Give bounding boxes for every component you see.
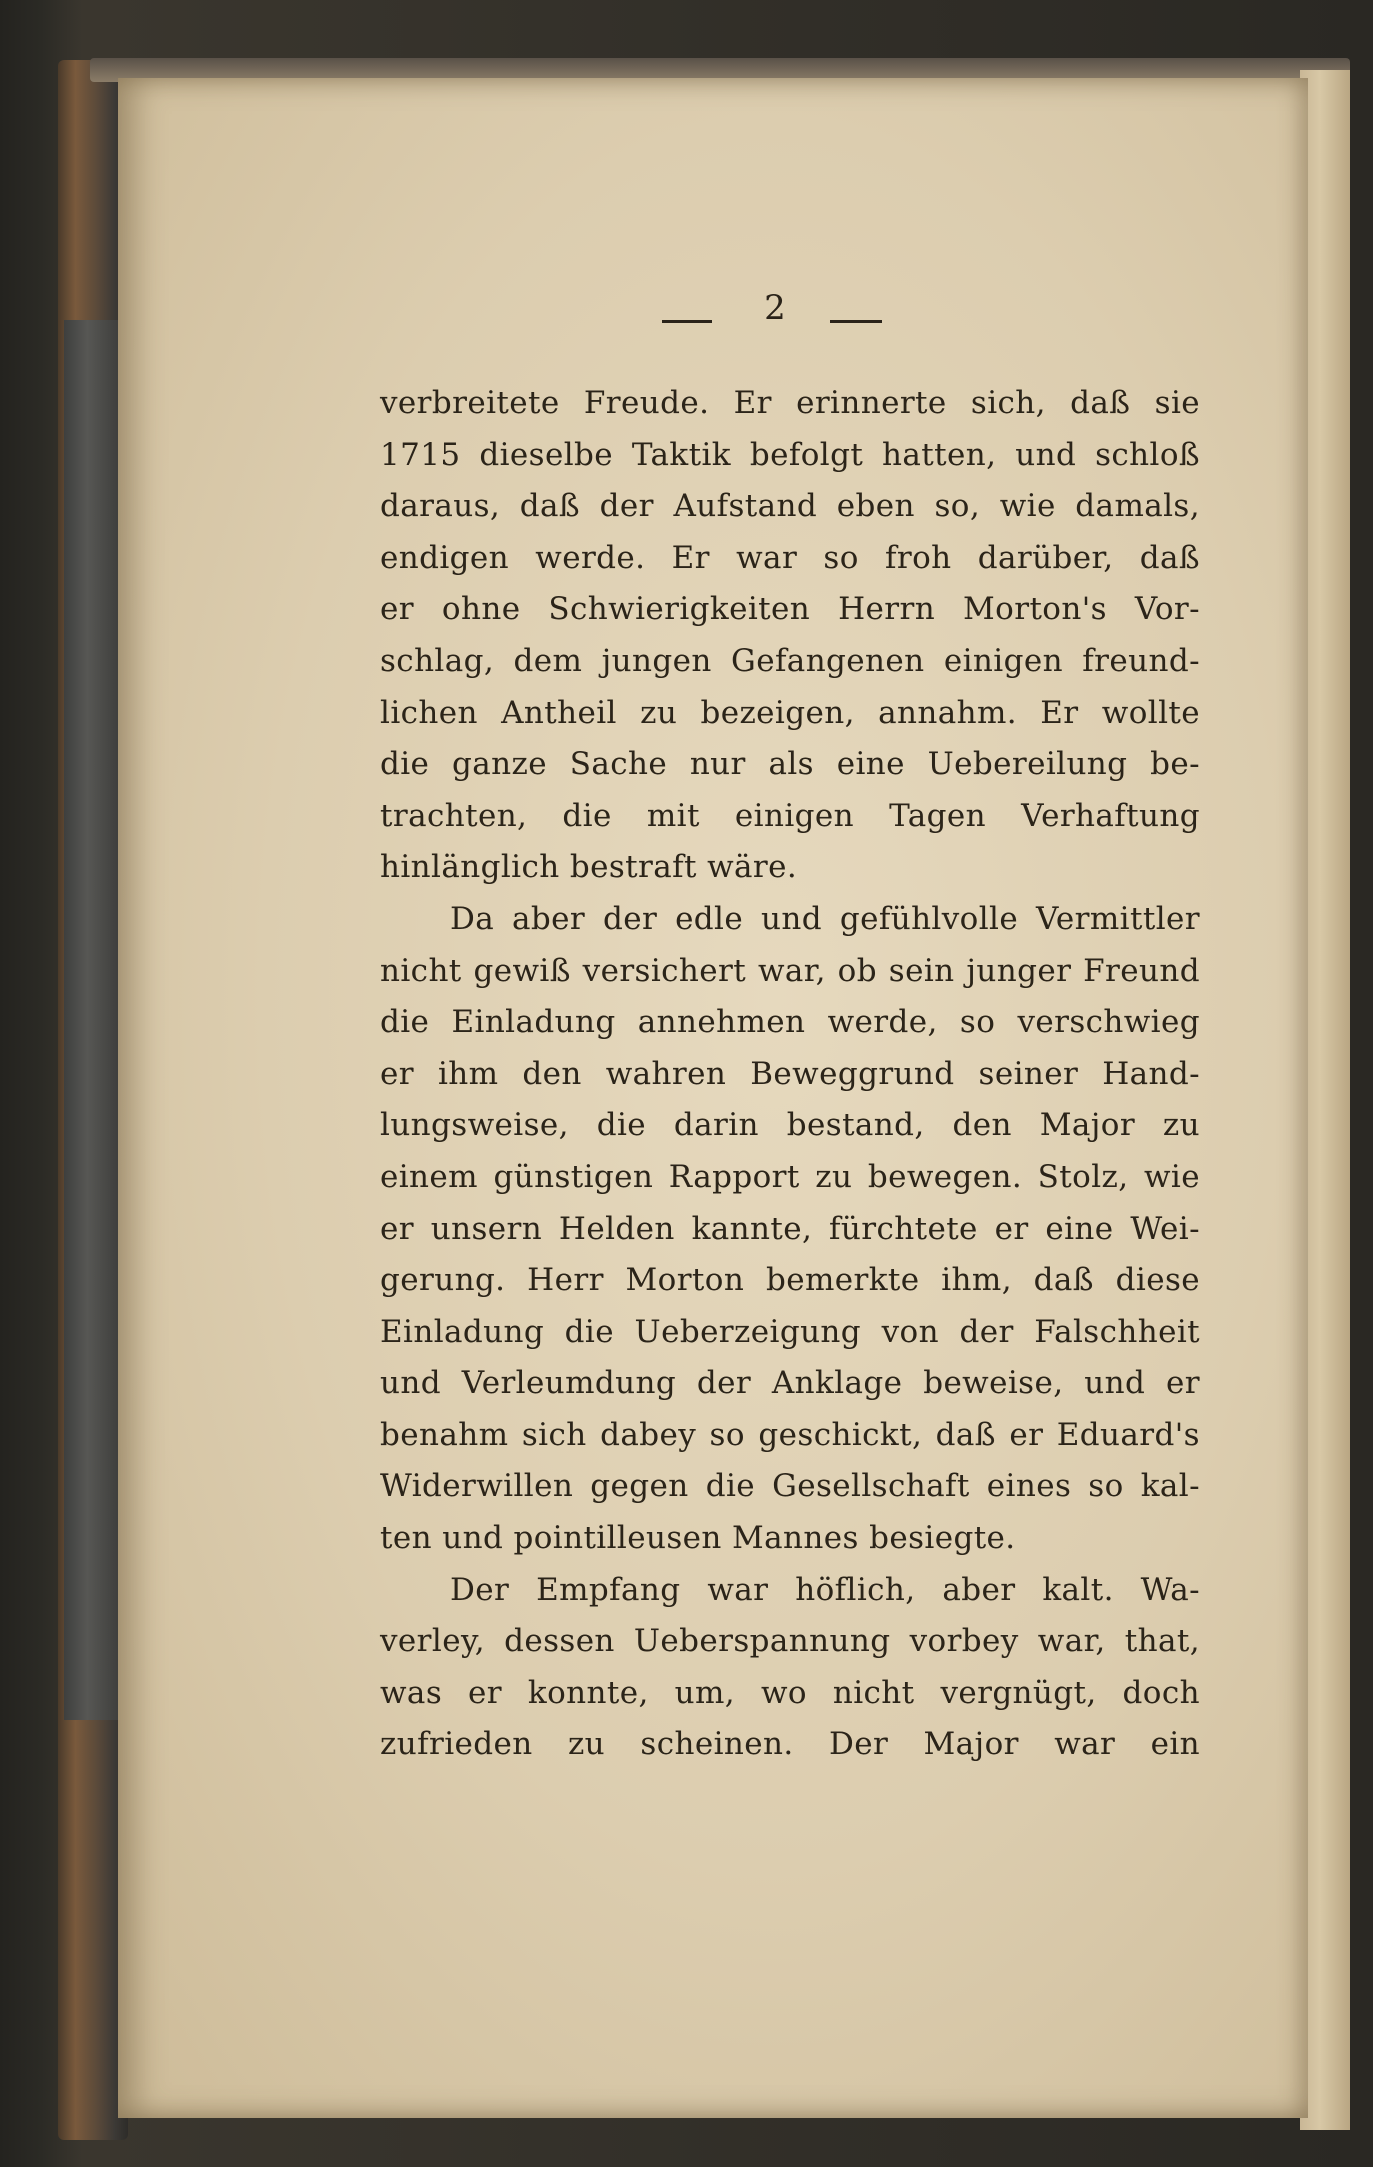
text-line: Da aber der edle und gefühlvolle Vermittler [450,900,1200,937]
text-line: trachten, die mit einigen Tagen Verhaftung [380,797,1200,834]
text-line: endigen werde. Er war so froh darüber, daß [380,539,1200,576]
text-line: die Einladung annehmen werde, so verschwieg [380,1004,1200,1041]
text-line: daraus, daß der Aufstand eben so, wie damals, [380,488,1200,525]
text-line: lungsweise, die darin bestand, den Major zu [380,1107,1200,1144]
text-line: er ohne Schwierigkeiten Herrn Morton's Vor- [380,591,1200,628]
text-line: Einladung die Ueberzeigung von der Falschheit [380,1313,1200,1350]
header-dash-right [830,320,882,323]
text-line: Widerwillen gegen die Gesellschaft eines so kal- [380,1468,1200,1505]
body-text [380,378,1200,1771]
header-dash-left [662,320,712,323]
text-line: die ganze Sache nur als eine Uebereilung be- [380,746,1200,783]
text-line: und Verleumdung der Anklage beweise, und er [380,1365,1200,1402]
text-line: nicht gewiß versichert war, ob sein junger Freund [380,952,1200,989]
text-line: gerung. Herr Morton bemerkte ihm, daß diese [380,1262,1200,1299]
spine-cloth [64,320,122,1720]
text-line: einem günstigen Rapport zu bewegen. Stolz, wie [380,1158,1200,1195]
text-line: lichen Antheil zu bezeigen, annahm. Er wollte [380,694,1200,731]
text-line: zufrieden zu scheinen. Der Major war ein [380,1726,1200,1763]
text-line: benahm sich dabey so geschickt, daß er Eduard's [380,1416,1200,1453]
paragraph-3 [380,1565,1200,1771]
text-line: Der Empfang war höflich, aber kalt. Wa- [450,1571,1200,1608]
paragraph-2 [380,894,1200,1565]
text-line: hinlänglich bestraft wäre. [380,849,798,886]
text-line: 1715 dieselbe Taktik befolgt hatten, und schloß [380,436,1200,473]
text-line: er unsern Helden kannte, fürchtete er eine Wei- [380,1210,1200,1247]
text-line: er ihm den wahren Beweggrund seiner Hand- [380,1055,1200,1092]
text-line: verley, dessen Ueberspannung vorbey war, that, [380,1623,1200,1660]
page-number: 2 [764,288,786,328]
text-line: was er konnte, um, wo nicht vergnügt, doch [380,1674,1200,1711]
paragraph-1 [380,378,1200,894]
text-line: verbreitete Freude. Er erinnerte sich, daß sie [380,385,1200,421]
text-line: schlag, dem jungen Gefangenen einigen freund- [380,642,1200,679]
text-line: ten und pointilleusen Mannes besiegte. [380,1520,1016,1557]
